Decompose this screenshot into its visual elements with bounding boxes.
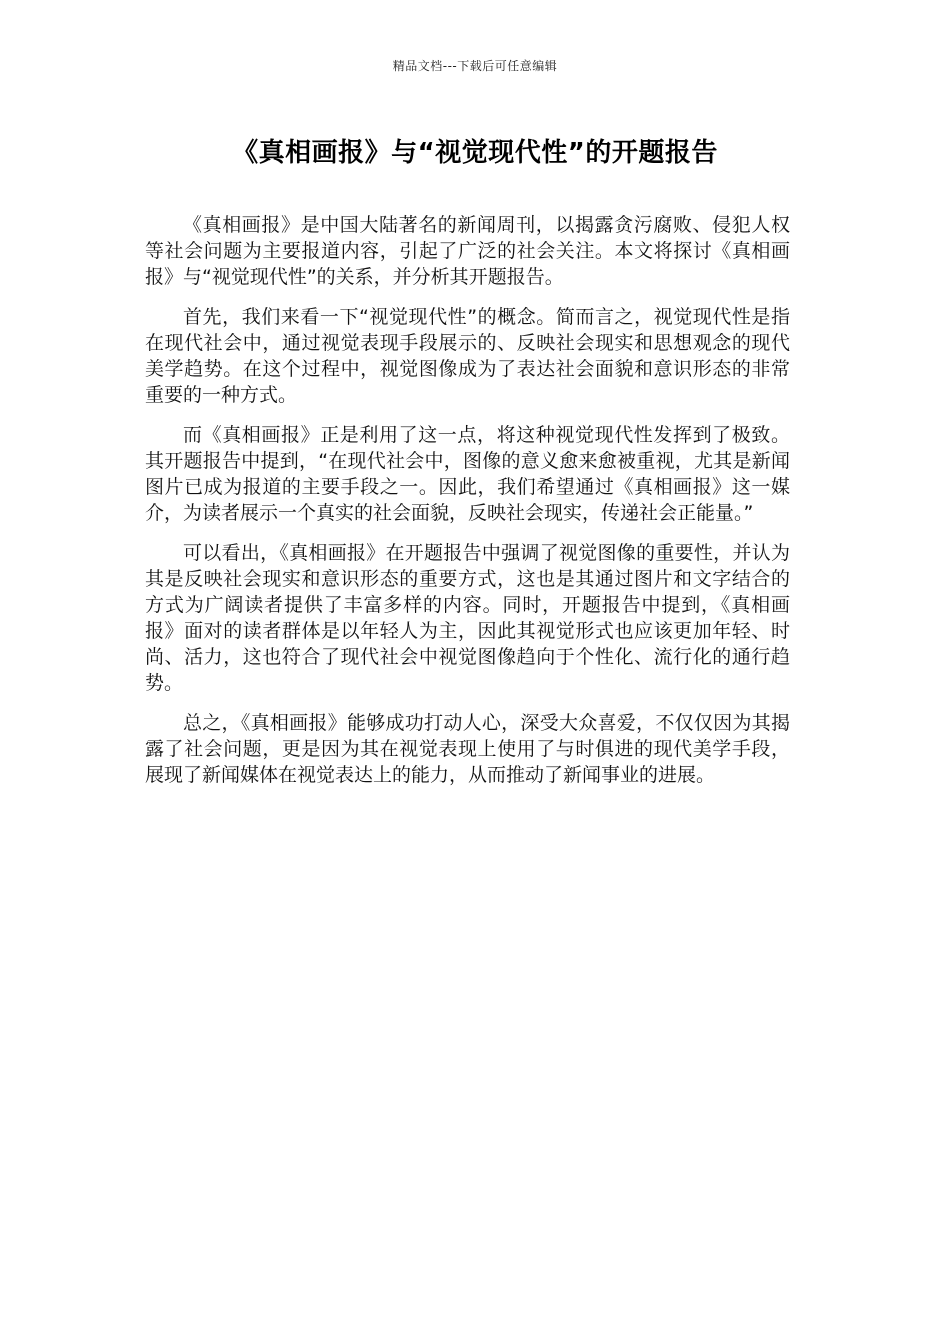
paragraph-1: 《真相画报》是中国大陆著名的新闻周刊，以揭露贪污腐败、侵犯人权等社会问题为主要报道内容，引起了广泛的社会关注。本文将探讨《真相画报》与“视觉现代性”的关系，并分析其开题报告。 [145,214,790,288]
header-note: 精品文档---下载后可任意编辑 [392,59,558,73]
paragraph-4: 可以看出，《真相画报》在开题报告中强调了视觉图像的重要性，并认为其是反映社会现实和意识形态的重要方式，这也是其通过图片和文字结合的方式为广阔读者提供了丰富多样的内容。同时，开题报告中提到，《真相画报》面对的读者群体是以年轻人为主，因此其视觉形式也应该更加年轻、时尚、活力，这也符合了现代社会中视觉图像趋向于个性化、流行化的通行趋势。 [145,542,790,694]
paragraph-2: 首先，我们来看一下“视觉现代性”的概念。简而言之，视觉现代性是指在现代社会中，通过视觉表现手段展示的、反映社会现实和思想观念的现代美学趋势。在这个过程中，视觉图像成为了表达社会面貌和意识形态的非常重要的一种方式。 [145,306,790,406]
paragraph-3: 而《真相画报》正是利用了这一点，将这种视觉现代性发挥到了极致。其开题报告中提到，“在现代社会中，图像的意义愈来愈被重视，尤其是新闻图片已成为报道的主要手段之一。因此，我们希望通过《真相画报》这一媒介，为读者展示一个真实的社会面貌，反映社会现实，传递社会正能量。” [145,424,790,524]
document-body [145,212,790,802]
document-title: 《真相画报》与“视觉现代性”的开题报告 [232,138,718,168]
paragraph-5: 总之，《真相画报》能够成功打动人心，深受大众喜爱，不仅仅因为其揭露了社会问题，更是因为其在视觉表现上使用了与时俱进的现代美学手段，展现了新闻媒体在视觉表达上的能力，从而推动了新闻事业的进展。 [145,712,790,786]
